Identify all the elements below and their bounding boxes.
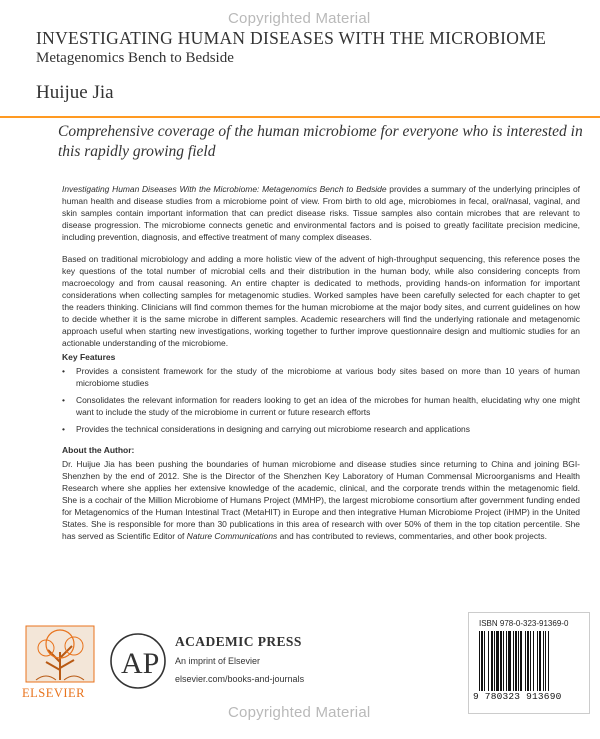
barcode-bar xyxy=(496,631,499,691)
barcode-icon xyxy=(477,631,581,691)
isbn-barcode-block xyxy=(468,612,590,714)
barcode-bar xyxy=(513,631,514,691)
key-features-heading: Key Features xyxy=(62,352,116,362)
bullet-icon: • xyxy=(62,424,65,434)
barcode-bar xyxy=(515,631,517,691)
barcode-bar xyxy=(518,631,519,691)
imprint-name: ACADEMIC PRESS xyxy=(175,634,302,649)
barcode-bar xyxy=(525,631,526,691)
barcode-bar xyxy=(520,631,522,691)
description-paragraph-1 xyxy=(62,183,580,243)
about-text-b: and has contributed to reviews, commentaries, and other book projects. xyxy=(277,531,547,541)
barcode-bar xyxy=(543,631,544,691)
barcode-bar xyxy=(500,631,502,691)
key-feature-text: Consolidates the relevant information for readers looking to get an idea of the microbes for human health, elucidating why one might want to include the study of the microbiome in current or future research efforts xyxy=(76,395,580,417)
barcode-bar xyxy=(484,631,485,691)
barcode-bar xyxy=(533,631,534,691)
barcode-bar xyxy=(491,631,493,691)
isbn-label: ISBN 978-0-323-91369-0 xyxy=(479,619,569,628)
barcode-bar xyxy=(481,631,483,691)
barcode-bar xyxy=(506,631,507,691)
about-author-heading: About the Author: xyxy=(62,445,135,455)
key-feature-text: Provides a consistent framework for the study of the microbiome at various body sites based on more than 10 years of human microbiome studies xyxy=(76,366,580,388)
description-paragraph-2: Based on traditional microbiology and adding a more holistic view of the advent of high-throughput sequencing, this reference poses the key questions of the total number of microbial cells and their distribution in the human body, while also considering concepts from macroecology and from causal reasoning. An entire chapter is dedicated to methods, providing hands-on information for important considerations when collecting samples for metagenomic studies. Worked samples have been carefully selected for each chapter to get the readers thinking. Clinicians will find common themes for the human microbiome at the major body sites, and current guidelines on how to decide whether it is the same microbe in different samples. Academic researchers will find the underlying rationale and metagenomic approach useful when starting new investigations, working together to further improve questionnaire design and multiomic studies for an actionable understanding of the microbiome. xyxy=(62,254,580,348)
book-subtitle: Metagenomics Bench to Bedside xyxy=(36,50,234,66)
barcode-bar xyxy=(527,631,529,691)
isbn-digits: 9 780323 913690 xyxy=(473,691,562,702)
list-item xyxy=(62,423,580,435)
barcode-bar xyxy=(508,631,511,691)
list-item xyxy=(62,365,580,389)
accent-rule xyxy=(0,116,600,118)
about-journal-name: Nature Communications xyxy=(186,531,278,541)
publisher-url[interactable]: elsevier.com/books-and-journals xyxy=(175,674,305,684)
bullet-icon: • xyxy=(62,395,65,405)
barcode-bar xyxy=(530,631,531,691)
about-author-text xyxy=(62,458,580,542)
barcode-bar xyxy=(479,631,480,691)
about-text-a: Dr. Huijue Jia has been pushing the boundaries of human microbiome and disease studies since returning to China and joining BGI-Shenzhen by the end of 2012. She is the Director of the Shenzhen Key Laboratory of Human Commensal Microorganisms and Health Research where she applies her extensive knowledge of the academic, clinical, and the corporate trends within the metagenomic field. She is a cochair of the Million Microbiome of Humans Project (MMHP), the largest microbiome consortium after government funding ended for Metagenomics of the Human Intestinal Tract (MetaHIT) in Europe and then integrative Human Microbiome Project (iHMP) in the United States. She is responsible for more than 30 publications in this area of research with over 50% of them in the top citation percentile. She has served as Scientific Editor of xyxy=(62,459,580,541)
description-text-1: provides a summary of the underlying principles of human health and disease studies from a microbiome point of view. From birth to old age, microbiomes in fecal, oral/nasal, vaginal, and skin samples contain important information that can predict disease risks. Tissue samples also contain microbes that are relevant to disease progression. The microbiome connects genetic and environmental factors and is poised to greatly facilitate precision medicine, including prevention, diagnosis, and effective treatment of many complex diseases. xyxy=(62,184,580,242)
barcode-bar xyxy=(537,631,538,691)
description-book-title: Investigating Human Diseases With the Microbiome: Metagenomics Bench to Bedside xyxy=(62,184,387,194)
book-author: Huijue Jia xyxy=(36,82,114,103)
imprint-line: An imprint of Elsevier xyxy=(175,656,261,666)
barcode-bar xyxy=(494,631,495,691)
elsevier-wordmark: ELSEVIER xyxy=(22,686,86,700)
key-feature-text: Provides the technical considerations in designing and carrying out microbiome research and applications xyxy=(76,424,470,434)
barcode-bar xyxy=(488,631,489,691)
ap-logo-letters: AP xyxy=(121,647,160,680)
barcode-bar xyxy=(539,631,541,691)
watermark-bottom: Copyrighted Material xyxy=(228,704,371,721)
list-item xyxy=(62,394,580,418)
bullet-icon: • xyxy=(62,366,65,376)
barcode-bar xyxy=(503,631,504,691)
barcode-bar xyxy=(545,631,546,691)
academic-press-logo-icon xyxy=(108,631,168,695)
barcode-bar xyxy=(548,631,549,691)
key-features-list xyxy=(62,365,580,440)
watermark-top: Copyrighted Material xyxy=(228,10,371,27)
tagline: Comprehensive coverage of the human microbiome for everyone who is interested in this rapidly growing field xyxy=(58,123,583,160)
book-title: INVESTIGATING HUMAN DISEASES WITH THE MICROBIOME xyxy=(36,28,547,48)
